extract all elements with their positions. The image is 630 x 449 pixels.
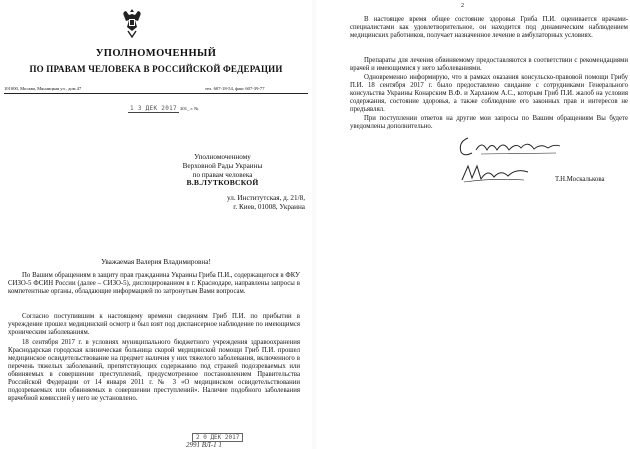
outgoing-date-stamp: 1 3 ДЕК 2017 — [130, 105, 177, 112]
page1-paragraph-2: Согласно поступившим к настоящему времени сведениям Гриб П.И. по прибытии в учреждение прошел медицинский осмотр и был взят под диспансерное наблюдение по имеющимся хроническим заболеваниям. — [8, 313, 300, 337]
date-year-suffix: 201_ г. — [180, 106, 193, 111]
letter-date-line — [128, 105, 199, 112]
recipient-address1: ул. Институтская, д. 21/8, — [226, 194, 305, 203]
signer-name: Т.Н.Москалькова — [555, 176, 605, 183]
coat-of-arms-icon — [120, 6, 144, 40]
letter-page-1 — [0, 0, 312, 449]
incoming-date-stamp: 2 0 ДЕК 2017 — [192, 433, 243, 442]
page-number: 2 — [461, 3, 464, 9]
greeting: Уважаемая Валерия Владимировна! — [101, 258, 211, 266]
header-divider — [4, 93, 308, 94]
org-address: 101000, Москва, Мясницкая ул., дом 47 — [4, 86, 82, 91]
page2-paragraph-3: Одновременно информирую, что в рамках оказания консульско-правовой помощи Грибу П.И. 18 сентября 2017 г. было предоставлено свидание с сотрудниками Генерального консульства Украины Конарским В.Ф. и Харланом А.С., которым Гриб П.И. жалоб на условия содержания, состояние здоровья, а также соблюдение его законных прав и интересов не предъявлял. — [350, 74, 628, 114]
registration-number: 2991 ВЛ-1 1 — [186, 441, 222, 449]
page2-paragraph-4: При поступлении ответов на другие мои запросы по Вашим обращениям Вы будете уведомлены дополнительно. — [350, 115, 628, 131]
closing-handwritten — [456, 132, 566, 160]
letter-page-2 — [316, 0, 630, 449]
org-title-line2: ПО ПРАВАМ ЧЕЛОВЕКА В РОССИЙСКОЙ ФЕДЕРАЦИИ — [29, 64, 283, 74]
recipient-name: В.В.ЛУТКОВСКОЙ — [186, 178, 259, 188]
recipient-block — [140, 153, 305, 212]
page2-paragraph-2: Препараты для лечения обвиняемому предоставляются в соответствии с рекомендациями врачей и имеющимися у него заболеваниями. — [350, 57, 628, 73]
page1-paragraph-3: 18 сентября 2017 г. в условиях муниципального бюджетного учреждения здравоохранения Краснодарская городская клиническая больница скорой медицинской помощи Гриб П.И. прошел медицинское освидетельствование на предмет наличия у них тяжелого заболевания, включенного в перечень тяжелых заболеваний, препятствующих содержанию под стражей подозреваемых или обвиняемых в совершении преступлений, предусмотренное постановлением Правительства Российской Федерации от 14 января 2011 г. № 3 «О медицинском освидетельствовании подозреваемых или обвиняемых в совершении преступлений». Наличие подобного заболевания врачебной комиссией у него не установлено. — [8, 339, 300, 403]
org-title-line1: УПОЛНОМОЧЕННЫЙ — [95, 48, 217, 59]
recipient-line3: по правам человека — [192, 170, 253, 179]
recipient-address2: г. Киев, 01008, Украина — [233, 202, 305, 211]
signature-image — [458, 160, 532, 186]
page1-paragraph-1: По Вашим обращениям в защиту прав гражданина Украины Гриба П.И., содержащегося в ФКУ СИЗО-5 ФСИН России (далее – СИЗО-5), дислоцированном в г. Краснодаре, направлены запросы в компетентные органы, обладающие информацией по затронутым Вами вопросам. — [8, 272, 300, 296]
org-phones: тел. 607-18-54, факс 607-39-77 — [205, 86, 265, 91]
recipient-line2: Верховной Рады Украины — [182, 161, 263, 170]
number-label: № — [194, 106, 199, 111]
page2-paragraph-1: В настоящее время общее состояние здоровья Гриба П.И. оценивается врачами-специалистами как удовлетворительное, он находится под динамическим наблюдением медицинских работников, получает назначенное лечение в амбулаторных условиях. — [350, 16, 628, 40]
recipient-line1: Уполномоченному — [194, 153, 251, 161]
